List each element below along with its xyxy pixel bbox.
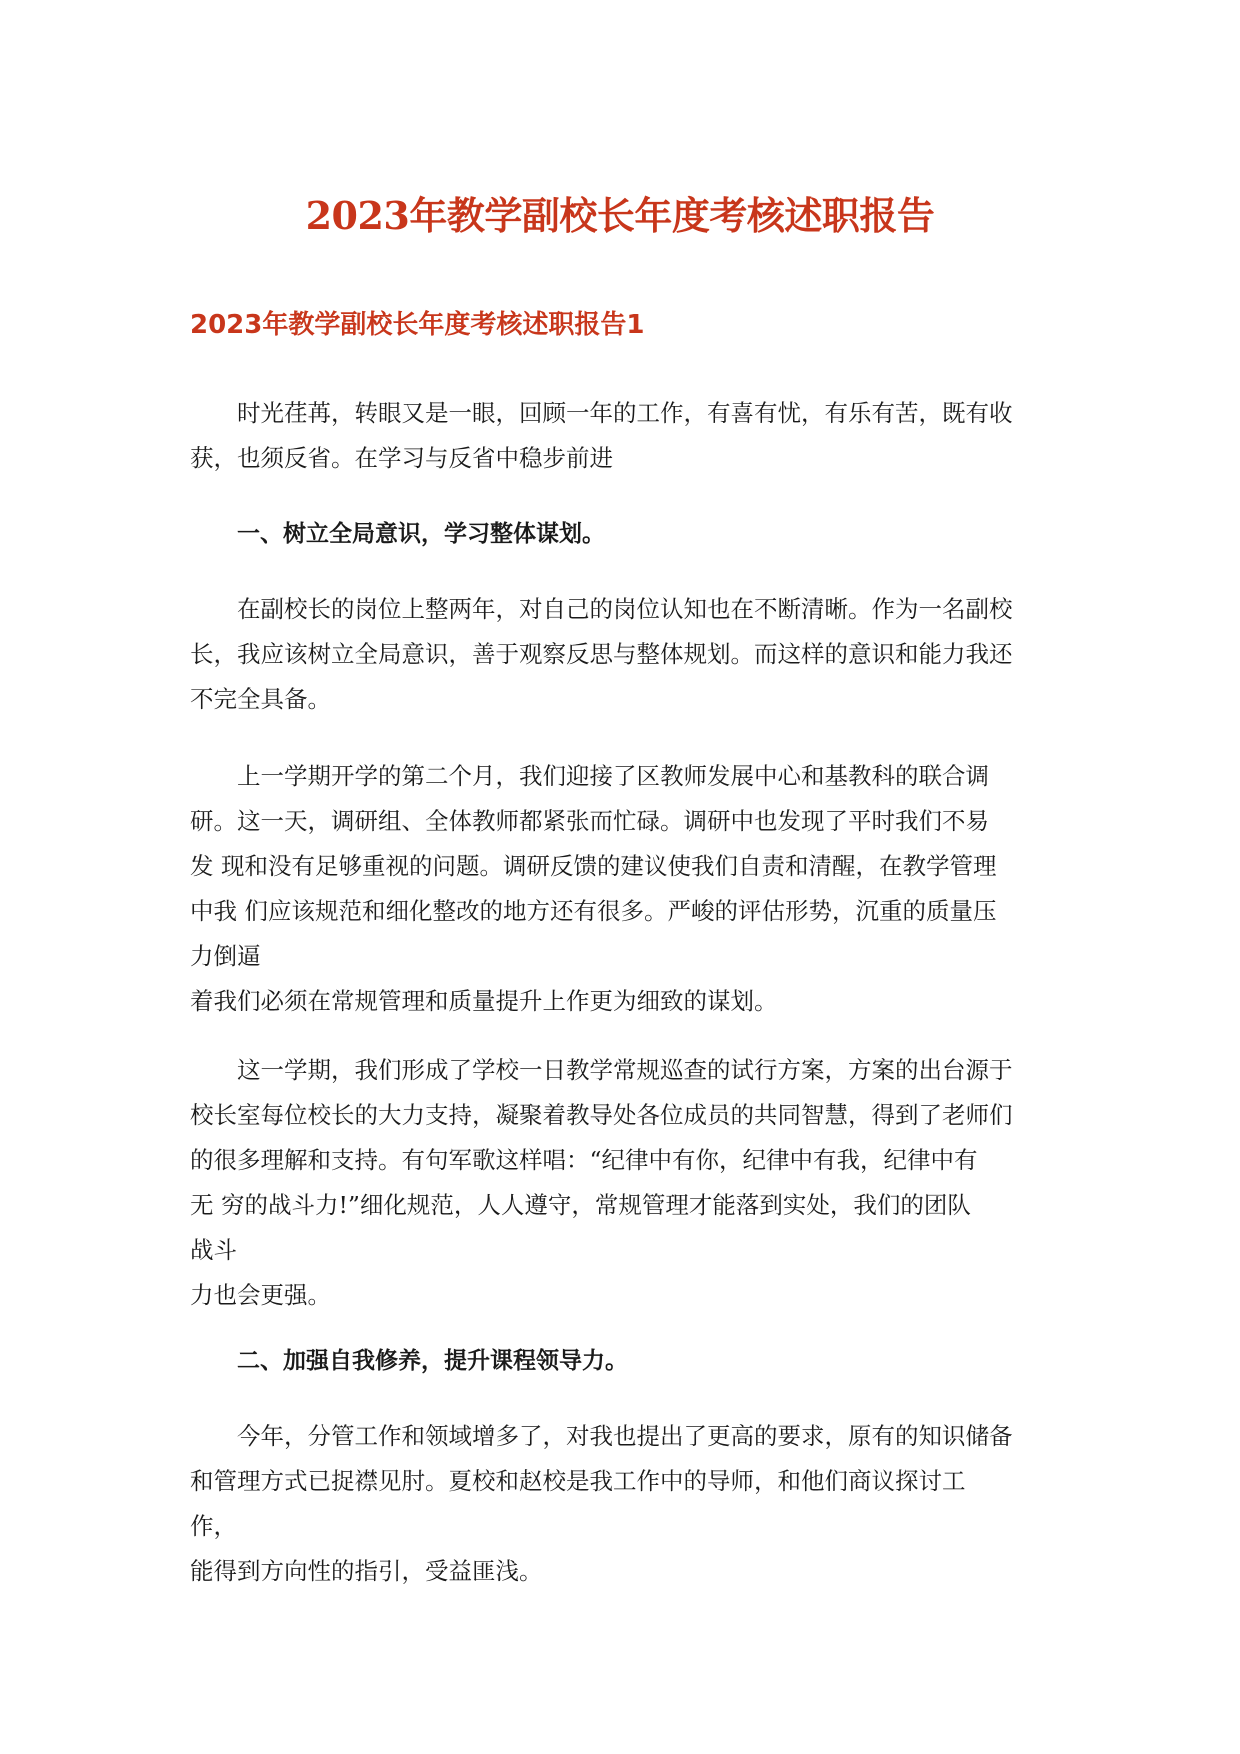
text-line: 获，也须反省。在学习与反省中稳步前进 (190, 444, 613, 472)
text-line: 研。这一天，调研组、全体教师都紧张而忙碌。调研中也发现了平时我们不易 (190, 807, 989, 835)
paragraph-self-improvement (190, 1414, 1070, 1594)
paragraph-inspection (190, 1048, 1070, 1318)
text-line: 作， (190, 1512, 237, 1540)
text-line: 中我 们应该规范和细化整改的地方还有很多。严峻的评估形势，沉重的质量压 (190, 897, 997, 925)
text-line: 今年，分管工作和领域增多了，对我也提出了更高的要求，原有的知识储备 (237, 1422, 1013, 1450)
text-line: 能得到方向性的指引，受益匪浅。 (190, 1557, 543, 1585)
text-line: 无 穷的战斗力!”细化规范，人人遵守，常规管理才能落到实处，我们的团队 (190, 1191, 971, 1219)
heading-section-2 (190, 1339, 1070, 1384)
paragraph-position (190, 587, 1070, 722)
text-line: 上一学期开学的第二个月，我们迎接了区教师发展中心和基教科的联合调 (237, 762, 989, 790)
text-line: 长，我应该树立全局意识，善于观察反思与整体规划。而这样的意识和能力我还 (190, 640, 1013, 668)
text-line: 发 现和没有足够重视的问题。调研反馈的建议使我们自责和清醒，在教学管理 (190, 852, 997, 880)
section-title: 2023年教学副校长年度考核述职报告1 (190, 310, 645, 340)
heading-section-1 (190, 512, 1070, 557)
text-line: 校长室每位校长的大力支持，凝聚着教导处各位成员的共同智慧，得到了老师们 (190, 1101, 1013, 1129)
paragraph-research (190, 754, 1070, 1024)
heading-text: 二、加强自我修养，提升课程领导力。 (237, 1348, 628, 1374)
document-title: 2023年教学副校长年度考核述职报告 (305, 193, 935, 238)
text-line: 着我们必须在常规管理和质量提升上作更为细致的谋划。 (190, 987, 778, 1015)
text-line: 力倒逼 (190, 942, 261, 970)
text-line: 这一学期，我们形成了学校一日教学常规巡查的试行方案，方案的出台源于 (237, 1056, 1013, 1084)
heading-text: 一、树立全局意识，学习整体谋划。 (237, 521, 605, 547)
text-line: 和管理方式已捉襟见肘。夏校和赵校是我工作中的导师，和他们商议探讨工 (190, 1467, 966, 1495)
text-line: 时光荏苒，转眼又是一眼，回顾一年的工作，有喜有忧，有乐有苦，既有收 (237, 399, 1013, 427)
text-line: 力也会更强。 (190, 1281, 331, 1309)
text-line: 战斗 (190, 1236, 237, 1264)
text-line: 不完全具备。 (190, 685, 331, 713)
paragraph-intro (190, 391, 1070, 481)
text-line: 在副校长的岗位上整两年，对自己的岗位认知也在不断清晰。作为一名副校 (237, 595, 1013, 623)
text-line: 的很多理解和支持。有句军歌这样唱：“纪律中有你，纪律中有我，纪律中有 (190, 1146, 978, 1174)
